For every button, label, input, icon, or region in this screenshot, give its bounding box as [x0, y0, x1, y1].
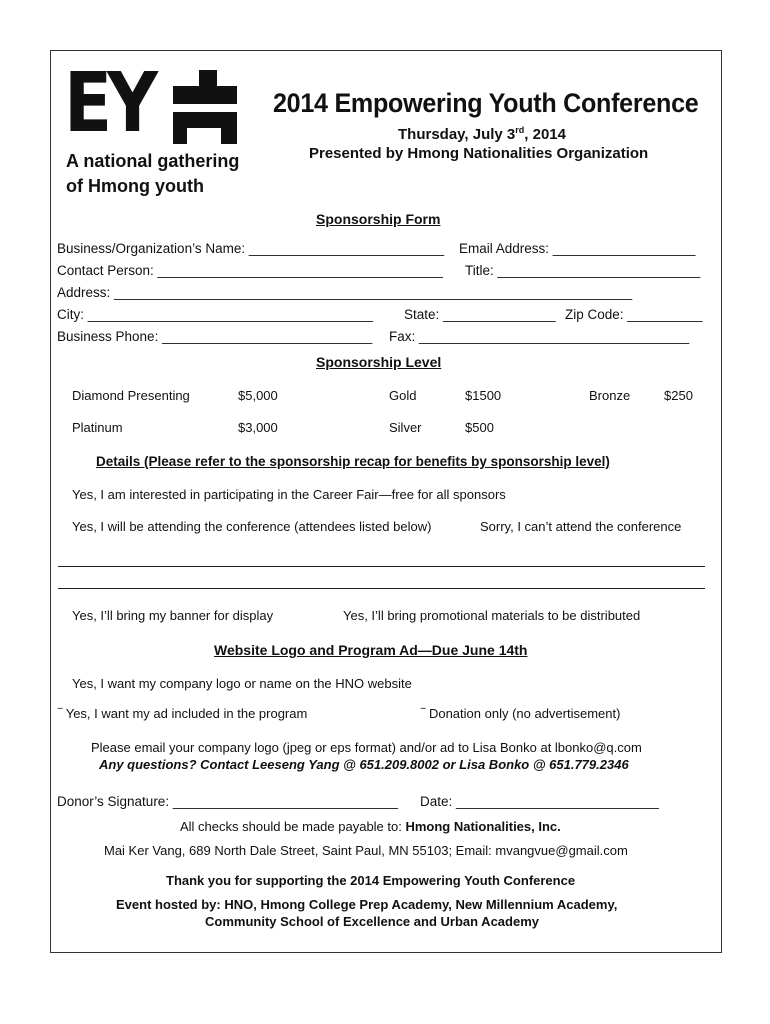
- donation-only-option[interactable]: ‾ Donation only (no advertisement): [421, 706, 621, 721]
- checkbox-dash-icon: ‾: [421, 706, 429, 721]
- level-platinum-amount: $3,000: [238, 420, 278, 435]
- level-gold-option[interactable]: Gold: [389, 388, 417, 403]
- not-attending-option[interactable]: Sorry, I can’t attend the conference: [480, 519, 682, 534]
- thank-you-note: Thank you for supporting the 2014 Empowering Youth Conference: [166, 873, 576, 888]
- attendee-line-1[interactable]: [58, 566, 705, 567]
- website-logo-title: Website Logo and Program Ad—Due June 14th: [214, 642, 528, 658]
- logo-letters: EY: [64, 56, 153, 151]
- level-silver-option[interactable]: Silver: [389, 420, 422, 435]
- level-bronze-option[interactable]: Bronze: [589, 388, 631, 403]
- details-title: Details (Please refer to the sponsorship recap for benefits by sponsorship level): [96, 454, 610, 469]
- career-fair-option[interactable]: Yes, I am interested in participating in the Career Fair—free for all sponsors: [72, 487, 506, 502]
- checks-payee: Hmong Nationalities, Inc.: [405, 819, 561, 834]
- logo-tagline-2: of Hmong youth: [66, 176, 204, 196]
- sponsorship-level-title: Sponsorship Level: [316, 354, 442, 370]
- contact-person-field[interactable]: Contact Person: ______________________________________: [57, 263, 443, 278]
- hosted-by-line-1: Event hosted by: HNO, Hmong College Prep Academy, New Millennium Academy,: [116, 897, 618, 912]
- logo-tagline-1: A national gathering: [66, 151, 240, 171]
- level-diamond-amount: $5,000: [238, 388, 278, 403]
- website-logo-option[interactable]: Yes, I want my company logo or name on the HNO website: [72, 676, 412, 691]
- business-phone-field[interactable]: Business Phone: ____________________________: [57, 329, 373, 344]
- promo-materials-option[interactable]: Yes, I’ll bring promotional materials to be distributed: [343, 608, 641, 623]
- address-field[interactable]: Address: _____________________________________________________________________: [57, 285, 633, 300]
- banner-option[interactable]: Yes, I’ll bring my banner for display: [72, 608, 274, 623]
- title-field[interactable]: Title: ___________________________: [465, 263, 701, 278]
- conference-logo: [64, 56, 254, 200]
- zip-field[interactable]: Zip Code: __________: [565, 307, 703, 322]
- attending-option[interactable]: Yes, I will be attending the conference (attendees listed below): [72, 519, 432, 534]
- state-field[interactable]: State: _______________: [404, 307, 556, 322]
- questions-contact: Any questions? Contact Leeseng Yang @ 651.209.8002 or Lisa Bonko @ 651.779.2346: [99, 757, 629, 772]
- attendee-line-2[interactable]: [58, 588, 705, 589]
- email-logo-note: Please email your company logo (jpeg or eps format) and/or ad to Lisa Bonko at lbonko@q.com: [91, 740, 642, 755]
- signature-date-field[interactable]: Date: ___________________________: [420, 794, 659, 809]
- city-field[interactable]: City: ______________________________________: [57, 307, 374, 322]
- checks-payable-note: All checks should be made payable to: Hmong Nationalities, Inc.: [180, 819, 561, 834]
- logo-14-graphic: [169, 68, 241, 146]
- form-title: Sponsorship Form: [316, 211, 441, 227]
- level-silver-amount: $500: [465, 420, 494, 435]
- org-name-field[interactable]: Business/Organization’s Name: __________________________: [57, 241, 445, 256]
- level-diamond-option[interactable]: Diamond Presenting: [72, 388, 190, 403]
- level-platinum-option[interactable]: Platinum: [72, 420, 123, 435]
- conference-title: 2014 Empowering Youth Conference: [273, 88, 699, 118]
- level-bronze-amount: $250: [664, 388, 693, 403]
- level-gold-amount: $1500: [465, 388, 502, 403]
- email-field[interactable]: Email Address: ___________________: [459, 241, 696, 256]
- checkbox-dash-icon: ‾: [58, 706, 66, 721]
- donor-signature-field[interactable]: Donor’s Signature: ______________________________: [57, 794, 399, 809]
- fax-field[interactable]: Fax: ____________________________________: [389, 329, 690, 344]
- conference-date: Thursday, July 3rd, 2014: [398, 125, 566, 143]
- mailing-address: Mai Ker Vang, 689 North Dale Street, Saint Paul, MN 55103; Email: mvangvue@gmail.com: [104, 843, 628, 858]
- program-ad-option[interactable]: ‾ Yes, I want my ad included in the program: [58, 706, 308, 721]
- hosted-by-line-2: Community School of Excellence and Urban Academy: [205, 914, 539, 929]
- presented-by: Presented by Hmong Nationalities Organization: [309, 145, 649, 162]
